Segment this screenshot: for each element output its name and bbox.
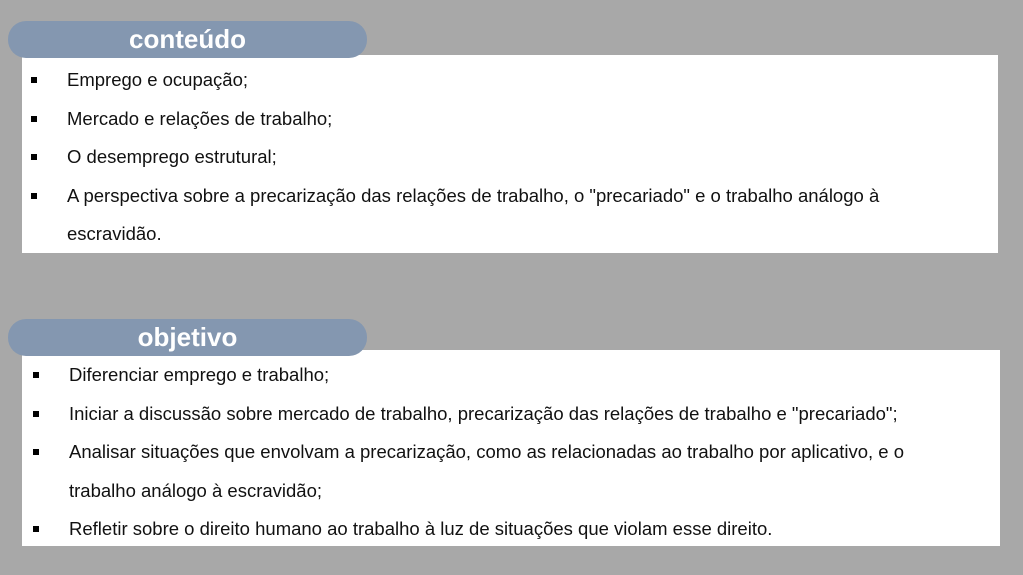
list-item: [22, 433, 949, 510]
bullet-icon: [31, 193, 37, 199]
bullet-icon: [33, 449, 39, 455]
list-item: [22, 356, 969, 395]
section-title-conteudo: conteúdo: [8, 21, 367, 58]
bullet-icon: [33, 372, 39, 378]
objetivo-list: [22, 356, 1000, 549]
list-item-text: Refletir sobre o direito humano ao trabalho à luz de situações que violam esse direito.: [69, 518, 773, 539]
section-title-objetivo: objetivo: [8, 319, 367, 356]
list-item: [22, 61, 947, 100]
list-item-text: Analisar situações que envolvam a precarização, como as relacionadas ao trabalho por aplicativo, e o trabalho análogo à escravidão;: [69, 441, 905, 501]
list-item-text: Diferenciar emprego e trabalho;: [69, 364, 330, 385]
list-item-text: A perspectiva sobre a precarização das relações de trabalho, o "precariado" e o trabalho análogo à escravidão.: [67, 184, 880, 244]
objetivo-panel: [22, 350, 1000, 546]
bullet-icon: [33, 526, 39, 532]
conteudo-list: [22, 61, 998, 254]
list-item-text: Mercado e relações de trabalho;: [67, 107, 333, 129]
list-item: [22, 138, 947, 177]
list-item: [22, 177, 927, 254]
list-item-text: Emprego e ocupação;: [67, 69, 249, 90]
list-item-text: Iniciar a discussão sobre mercado de trabalho, precarização das relações de trabalho e "precariado";: [69, 402, 898, 424]
bullet-icon: [31, 154, 37, 160]
bullet-icon: [31, 116, 37, 122]
list-item: [22, 510, 969, 549]
list-item: [22, 100, 947, 139]
bullet-icon: [31, 77, 37, 83]
conteudo-panel: [22, 55, 998, 253]
list-item-text: O desemprego estrutural;: [67, 146, 277, 167]
list-item: [22, 395, 969, 434]
bullet-icon: [33, 411, 39, 417]
